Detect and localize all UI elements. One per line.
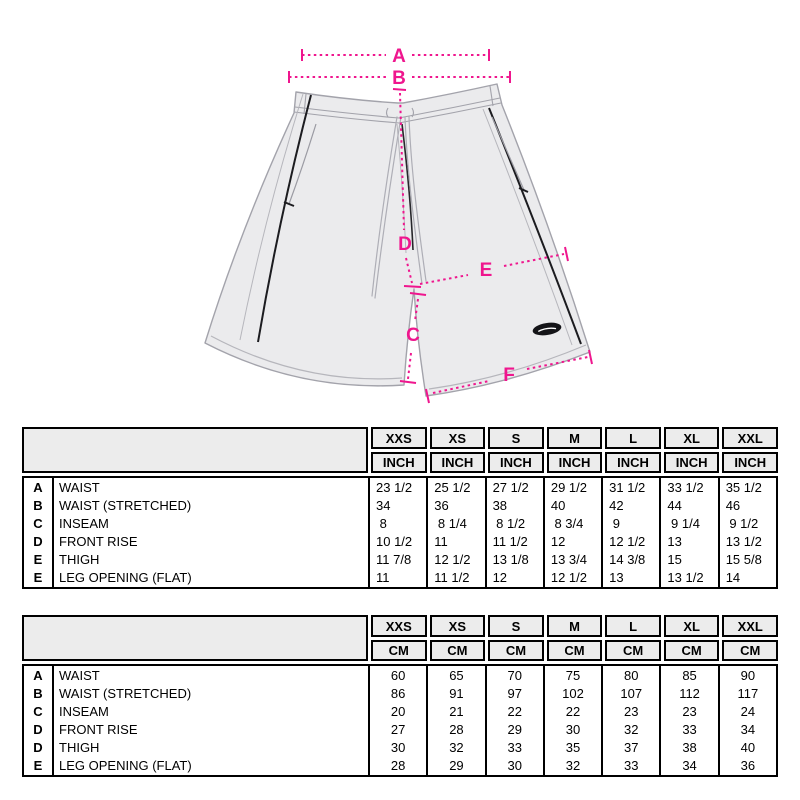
col-header-size: XXL: [722, 427, 778, 449]
col-header-size: S: [488, 615, 544, 637]
row-label: WAIST (STRETCHED): [52, 496, 368, 514]
col-header-size: L: [605, 615, 661, 637]
row-label: WAIST: [52, 478, 368, 496]
cell: 28: [368, 757, 426, 775]
cell: 40: [718, 739, 776, 757]
cell: 85: [659, 666, 717, 684]
row-letter: E: [33, 758, 43, 774]
col-header-size: M: [547, 615, 603, 637]
cell: 33 1/2: [659, 478, 717, 496]
cell: 11 1/2: [426, 569, 484, 587]
col-header-unit: INCH: [371, 452, 427, 473]
row-letter: E: [33, 570, 43, 586]
col-header-size: XS: [430, 615, 486, 637]
measure-label-f: F: [503, 365, 515, 386]
row-letter: B: [33, 685, 43, 701]
cell: 34: [718, 720, 776, 738]
cell: 97: [485, 684, 543, 702]
cell: 13 3/4: [543, 551, 601, 569]
cell: 23: [659, 702, 717, 720]
row-label: WAIST (STRETCHED): [52, 684, 368, 702]
cell: 13 1/2: [659, 569, 717, 587]
cell: 24: [718, 702, 776, 720]
col-header-unit: CM: [371, 640, 427, 661]
col-header-unit: CM: [722, 640, 778, 661]
cell: 107: [601, 684, 659, 702]
col-header-unit: INCH: [664, 452, 720, 473]
col-header-unit: CM: [547, 640, 603, 661]
measure-label-e: E: [479, 260, 493, 281]
inch-table-header: [22, 427, 778, 473]
cell: 13: [601, 569, 659, 587]
col-header-size: XXS: [371, 427, 427, 449]
cell: 14 3/8: [601, 551, 659, 569]
cm-table-header: [22, 615, 778, 661]
cell: 46: [718, 496, 776, 514]
col-header-unit: INCH: [488, 452, 544, 473]
col-header-unit: CM: [664, 640, 720, 661]
measure-line-c2: [408, 353, 411, 379]
cell: 11 7/8: [368, 551, 426, 569]
measure-label-d: D: [398, 234, 412, 255]
row-label: THIGH: [52, 551, 368, 569]
cell: 35 1/2: [718, 478, 776, 496]
cell: 35: [543, 739, 601, 757]
cell: 33: [601, 757, 659, 775]
cell: 33: [659, 720, 717, 738]
cell: 8 1/2: [485, 514, 543, 532]
cell: 29: [426, 757, 484, 775]
col-header-size: M: [547, 427, 603, 449]
row-letter: D: [33, 740, 43, 756]
cm-table-body: [22, 664, 778, 777]
row-label: WAIST: [52, 666, 368, 684]
col-header-unit: INCH: [547, 452, 603, 473]
cell: 65: [426, 666, 484, 684]
row-letter: A: [33, 479, 43, 495]
col-header-unit: CM: [605, 640, 661, 661]
cell: 13 1/2: [718, 532, 776, 550]
measure-label-c: C: [406, 325, 420, 346]
table-corner-cell: [22, 427, 368, 473]
row-label: INSEAM: [52, 702, 368, 720]
row-label: INSEAM: [52, 514, 368, 532]
col-header-size: XXS: [371, 615, 427, 637]
cell: 22: [543, 702, 601, 720]
cell: 38: [485, 496, 543, 514]
cell: 25 1/2: [426, 478, 484, 496]
row-letter: D: [33, 534, 43, 550]
cell: 36: [718, 757, 776, 775]
cell: 10 1/2: [368, 532, 426, 550]
size-table-cm: [22, 615, 778, 777]
table-corner-cell: [22, 615, 368, 661]
cell: 112: [659, 684, 717, 702]
cell: 8 1/4: [426, 514, 484, 532]
cell: 9 1/4: [659, 514, 717, 532]
col-header-size: S: [488, 427, 544, 449]
cell: 38: [659, 739, 717, 757]
cell: 80: [601, 666, 659, 684]
row-letter: D: [33, 722, 43, 738]
cell: 27: [368, 720, 426, 738]
row-letter: C: [33, 515, 43, 531]
size-table-inch: [22, 427, 778, 589]
cell: 86: [368, 684, 426, 702]
cell: 9 1/2: [718, 514, 776, 532]
col-header-unit: CM: [488, 640, 544, 661]
cell: 32: [601, 720, 659, 738]
cell: 117: [718, 684, 776, 702]
cell: 36: [426, 496, 484, 514]
cell: 32: [543, 757, 601, 775]
cell: 40: [543, 496, 601, 514]
cell: 30: [543, 720, 601, 738]
cell: 21: [426, 702, 484, 720]
cell: 30: [485, 757, 543, 775]
cell: 8 3/4: [543, 514, 601, 532]
col-header-unit: INCH: [722, 452, 778, 473]
cell: 29: [485, 720, 543, 738]
cell: 13 1/8: [485, 551, 543, 569]
cell: 33: [485, 739, 543, 757]
cell: 12 1/2: [543, 569, 601, 587]
cell: 102: [543, 684, 601, 702]
col-header-size: XL: [664, 615, 720, 637]
col-header-size: XXL: [722, 615, 778, 637]
row-label: FRONT RISE: [52, 532, 368, 550]
row-letter: A: [33, 667, 43, 683]
cell: 32: [426, 739, 484, 757]
cell: 22: [485, 702, 543, 720]
col-header-size: XL: [664, 427, 720, 449]
cell: 12 1/2: [601, 532, 659, 550]
row-letter: B: [33, 497, 43, 513]
cell: 91: [426, 684, 484, 702]
cell: 29 1/2: [543, 478, 601, 496]
cell: 15: [659, 551, 717, 569]
col-header-size: XS: [430, 427, 486, 449]
cell: 34: [368, 496, 426, 514]
row-label: LEG OPENING (FLAT): [52, 569, 368, 587]
cell: 12: [485, 569, 543, 587]
cell: 90: [718, 666, 776, 684]
cell: 44: [659, 496, 717, 514]
cell: 60: [368, 666, 426, 684]
cell: 23 1/2: [368, 478, 426, 496]
col-header-unit: INCH: [430, 452, 486, 473]
cell: 15 5/8: [718, 551, 776, 569]
row-label: THIGH: [52, 739, 368, 757]
row-label: FRONT RISE: [52, 720, 368, 738]
cell: 75: [543, 666, 601, 684]
cell: 31 1/2: [601, 478, 659, 496]
row-letter: C: [33, 703, 43, 719]
col-header-size: L: [605, 427, 661, 449]
measure-label-a: A: [392, 46, 406, 67]
cell: 9: [601, 514, 659, 532]
cell: 12 1/2: [426, 551, 484, 569]
row-label: LEG OPENING (FLAT): [52, 757, 368, 775]
cell: 11 1/2: [485, 532, 543, 550]
cell: 13: [659, 532, 717, 550]
measure-label-b: B: [392, 68, 406, 89]
cell: 34: [659, 757, 717, 775]
cell: 30: [368, 739, 426, 757]
col-header-unit: INCH: [605, 452, 661, 473]
cell: 37: [601, 739, 659, 757]
cell: 70: [485, 666, 543, 684]
cell: 27 1/2: [485, 478, 543, 496]
inch-table-body: [22, 476, 778, 589]
cell: 20: [368, 702, 426, 720]
cell: 14: [718, 569, 776, 587]
col-header-unit: CM: [430, 640, 486, 661]
cell: 12: [543, 532, 601, 550]
cell: 23: [601, 702, 659, 720]
cell: 8: [368, 514, 426, 532]
cell: 11: [368, 569, 426, 587]
cell: 28: [426, 720, 484, 738]
row-letter: E: [33, 552, 43, 568]
cell: 11: [426, 532, 484, 550]
cell: 42: [601, 496, 659, 514]
